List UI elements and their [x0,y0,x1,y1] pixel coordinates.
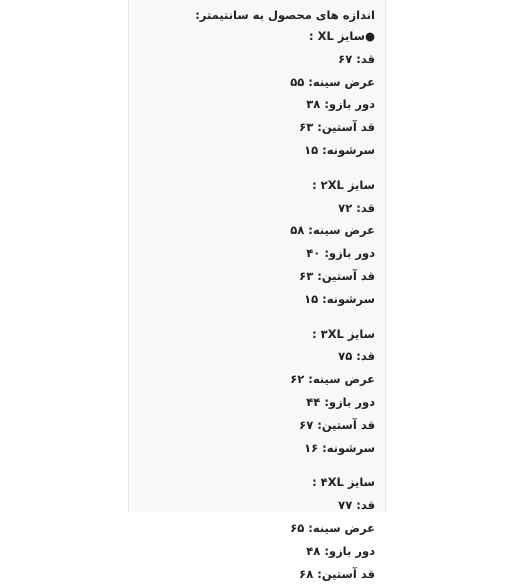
size-chart-text [129,0,385,585]
chest-width-value: عرض سینه: ۵۵ [290,74,375,89]
chest-width-value: عرض سینه: ۵۸ [290,223,375,238]
chest-width-value: عرض سینه: ۶۵ [290,520,375,535]
size-section-2xl [129,174,375,311]
sleeve-length-value: قد آستین: ۶۸ [299,566,375,581]
sleeve-length-value: قد آستین: ۶۳ [299,120,375,135]
size-title: ●سایز XL : [309,29,375,43]
size-section-4xl [129,471,375,585]
size-title: سایز ۲XL : [312,177,375,192]
size-section-xl [129,25,375,162]
shoulder-width-value: سرشونه: ۱۶ [304,440,375,455]
sleeve-length-value: قد آستین: ۶۳ [299,268,375,283]
section-spacer [129,162,375,174]
arm-circumference-value: دور بازو: ۳۸ [306,97,375,112]
length-value: قد: ۷۲ [338,200,375,215]
chest-width-value: عرض سینه: ۶۲ [290,372,375,387]
length-value: قد: ۶۷ [338,51,375,66]
arm-circumference-value: دور بازو: ۴۸ [306,543,375,558]
shoulder-width-value: سرشونه: ۱۵ [304,142,375,157]
size-section-3xl [129,323,375,460]
shoulder-width-value: سرشونه: ۱۵ [304,291,375,306]
size-title: سایز ۳XL : [312,326,375,341]
section-spacer [129,459,375,471]
arm-circumference-value: دور بازو: ۴۴ [306,394,375,409]
length-value: قد: ۷۵ [338,349,375,364]
size-chart-heading: اندازه های محصول به سانتیمتر: [195,8,375,22]
length-value: قد: ۷۷ [338,498,375,513]
size-title: سایز ۴XL : [312,475,375,490]
arm-circumference-value: دور بازو: ۴۰ [306,246,375,261]
product-description-panel [128,0,386,581]
section-spacer [129,311,375,323]
sleeve-length-value: قد آستین: ۶۷ [299,417,375,432]
